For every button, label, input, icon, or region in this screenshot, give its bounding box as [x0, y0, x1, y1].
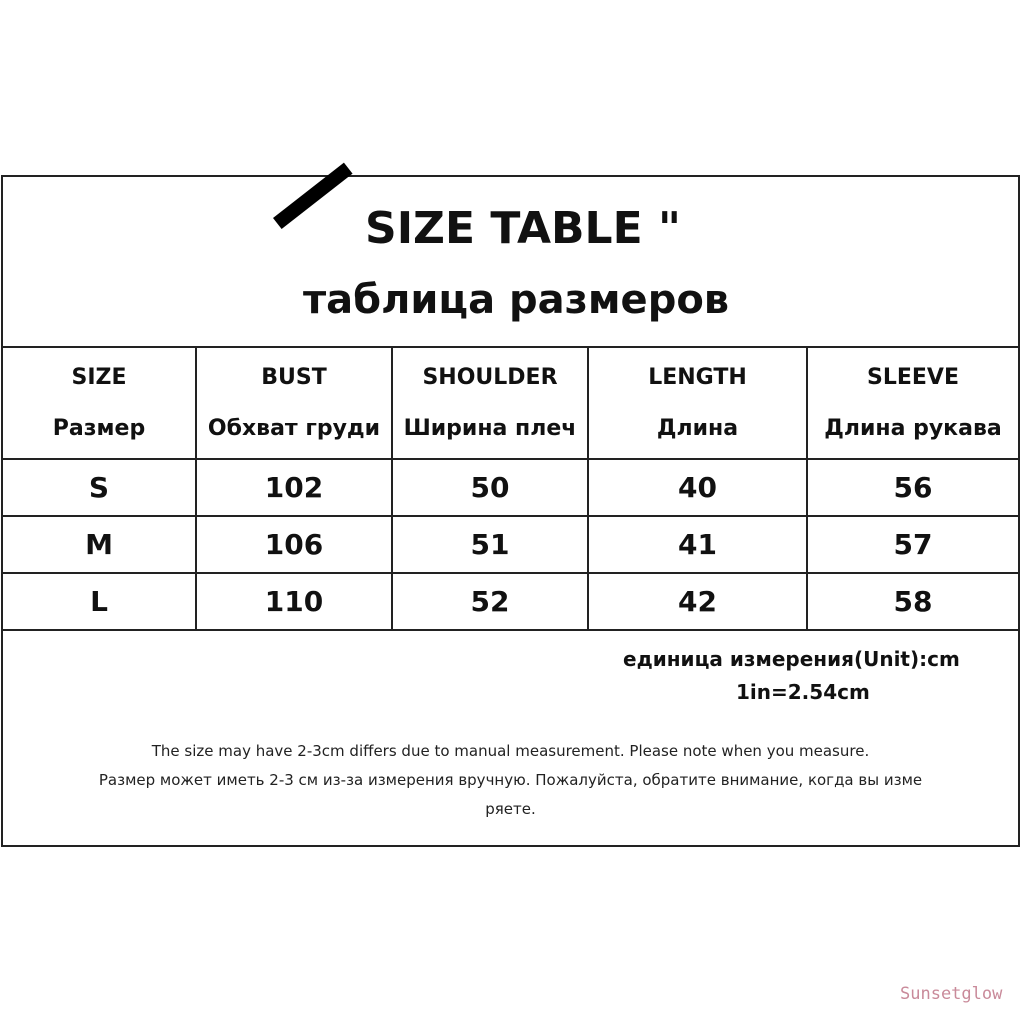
size-table-frame [1, 175, 1020, 847]
header-label-en: SLEEVE [867, 365, 959, 390]
cell-sleeve: 58 [807, 573, 1018, 630]
page-title-russian: таблица размеров [303, 277, 730, 323]
header-label-ru: Длина [656, 416, 739, 441]
cell-size: L [3, 573, 196, 630]
header-bust [196, 348, 392, 459]
table-row [3, 459, 1018, 516]
header-sleeve [807, 348, 1018, 459]
note-russian-line1: Размер может иметь 2-3 см из-за измерения вручную. Пожалуйста, обратите внимание, когда вы изме [98, 771, 923, 789]
cell-length: 42 [588, 573, 807, 630]
cell-bust: 102 [196, 459, 392, 516]
cell-length: 40 [588, 459, 807, 516]
cell-size: S [3, 459, 196, 516]
size-table [3, 348, 1018, 631]
unit-conversion: 1in=2.54cm [736, 680, 870, 704]
unit-label: единица измерения(Unit):cm [623, 647, 960, 671]
title-area [3, 177, 1018, 348]
header-label-en: SIZE [71, 365, 127, 390]
cell-sleeve: 57 [807, 516, 1018, 573]
measurement-notes [3, 737, 1018, 824]
table-row [3, 573, 1018, 630]
cell-shoulder: 51 [392, 516, 588, 573]
note-russian-line2: ряете. [485, 800, 536, 818]
watermark: Sunsetglow [900, 984, 1003, 1004]
header-shoulder [392, 348, 588, 459]
cell-bust: 106 [196, 516, 392, 573]
cell-length: 41 [588, 516, 807, 573]
cell-size: M [3, 516, 196, 573]
cell-shoulder: 52 [392, 573, 588, 630]
table-row [3, 516, 1018, 573]
header-label-en: BUST [261, 365, 327, 390]
header-label-en: SHOULDER [422, 365, 558, 390]
header-label-ru: Размер [52, 416, 146, 441]
page-title: SIZE TABLE " [365, 203, 681, 254]
cell-shoulder: 50 [392, 459, 588, 516]
header-length [588, 348, 807, 459]
cell-sleeve: 56 [807, 459, 1018, 516]
note-english: The size may have 2-3cm differs due to manual measurement. Please note when you measure. [151, 742, 870, 760]
header-label-ru: Ширина плеч [403, 416, 577, 441]
cell-bust: 110 [196, 573, 392, 630]
table-header-row [3, 348, 1018, 459]
header-label-en: LENGTH [648, 365, 747, 390]
header-label-ru: Обхват груди [207, 416, 381, 441]
header-size [3, 348, 196, 459]
header-label-ru: Длина рукава [824, 416, 1002, 441]
